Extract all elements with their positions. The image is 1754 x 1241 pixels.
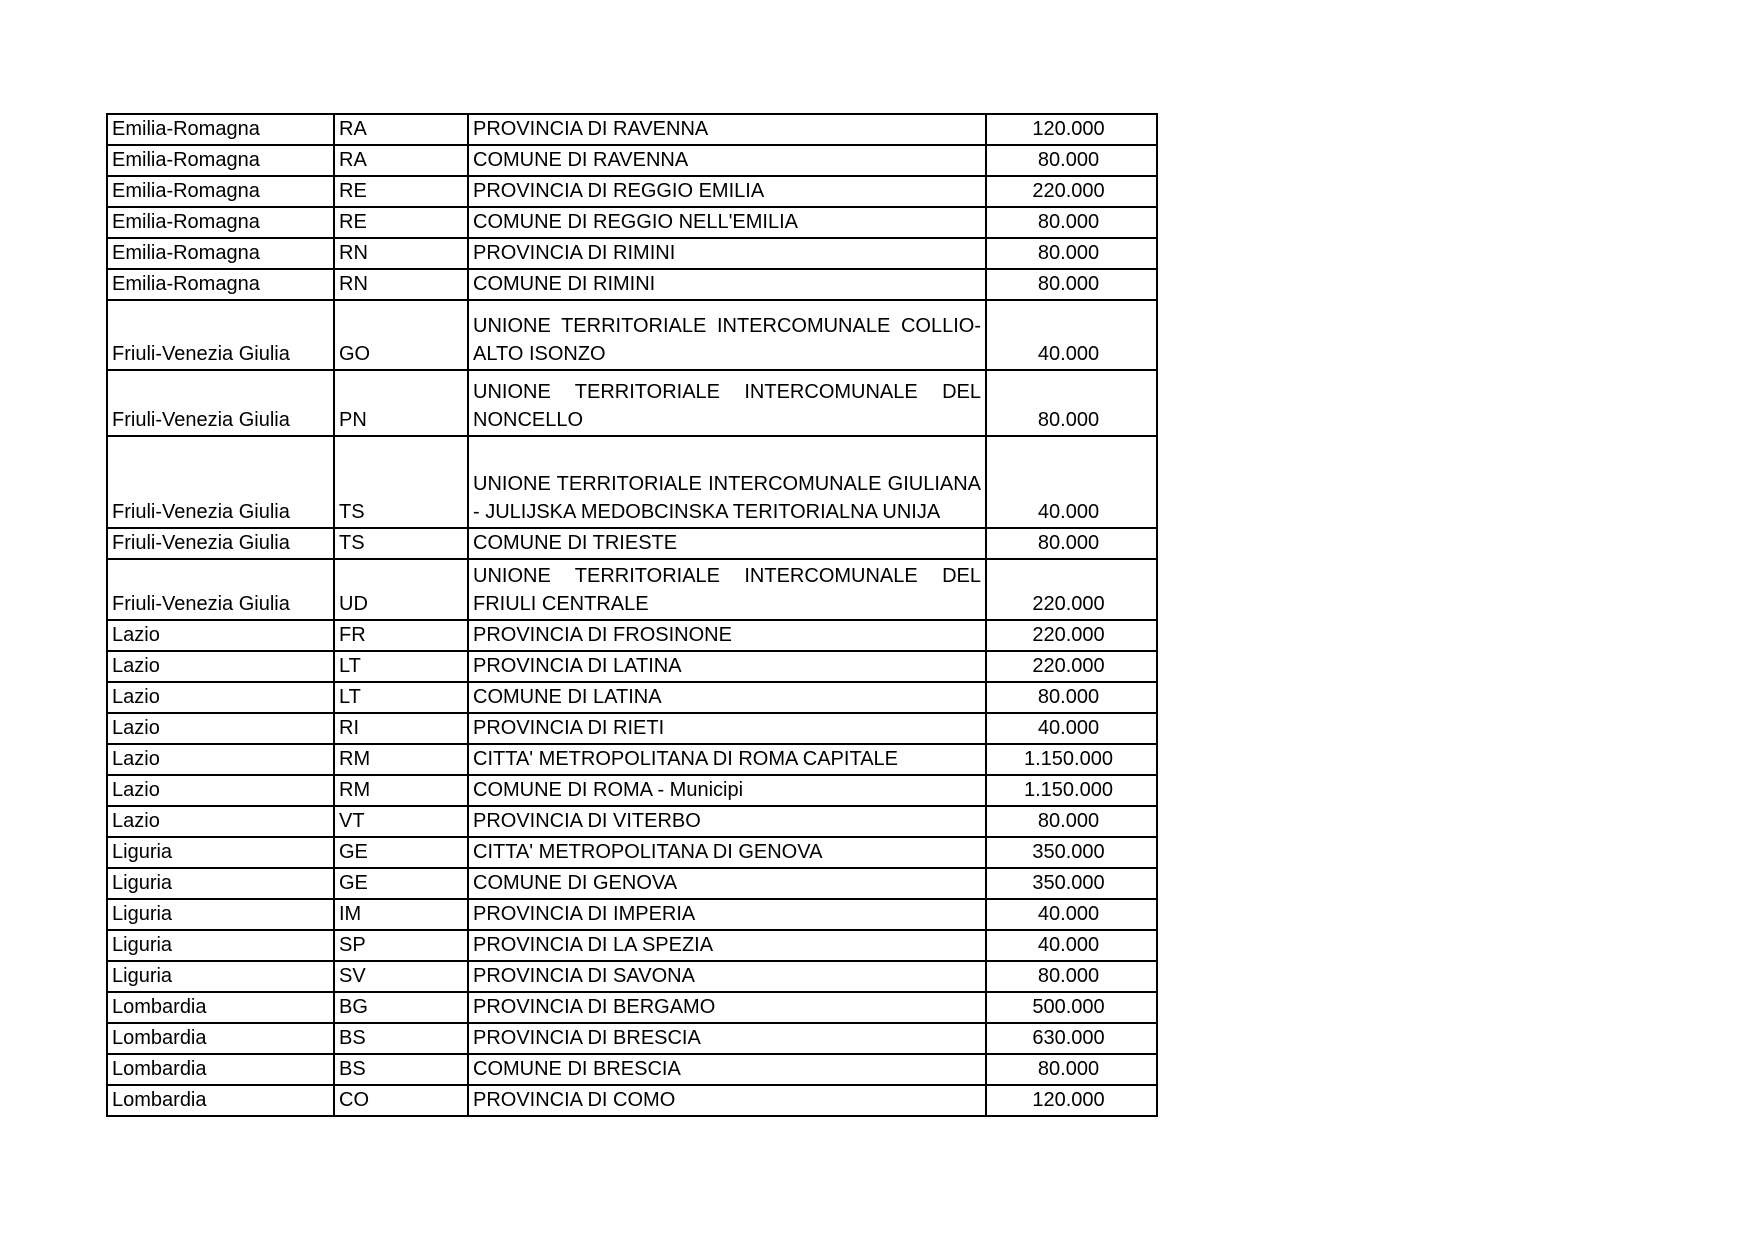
cell-entity: UNIONE TERRITORIALE INTERCOMUNALE COLLIO-ALTO ISONZO <box>468 300 986 370</box>
cell-province: RI <box>334 713 468 744</box>
cell-amount: 630.000 <box>986 1023 1157 1054</box>
cell-entity: UNIONE TERRITORIALE INTERCOMUNALE GIULIANA - JULIJSKA MEDOBCINSKA TERITORIALNA UNIJA <box>468 436 986 528</box>
cell-province: RE <box>334 207 468 238</box>
cell-entity: UNIONE TERRITORIALE INTERCOMUNALE DEL FRIULI CENTRALE <box>468 559 986 620</box>
cell-region: Lombardia <box>107 1054 334 1085</box>
cell-province: FR <box>334 620 468 651</box>
cell-region: Lazio <box>107 744 334 775</box>
cell-region: Lombardia <box>107 1085 334 1116</box>
cell-province: VT <box>334 806 468 837</box>
cell-amount: 40.000 <box>986 436 1157 528</box>
cell-region: Lazio <box>107 682 334 713</box>
cell-amount: 1.150.000 <box>986 775 1157 806</box>
cell-region: Liguria <box>107 837 334 868</box>
cell-amount: 80.000 <box>986 961 1157 992</box>
cell-region: Lazio <box>107 775 334 806</box>
cell-province: RE <box>334 176 468 207</box>
cell-amount: 80.000 <box>986 682 1157 713</box>
cell-province: RA <box>334 114 468 145</box>
cell-region: Liguria <box>107 961 334 992</box>
cell-amount: 80.000 <box>986 238 1157 269</box>
cell-province: RN <box>334 269 468 300</box>
cell-province: SP <box>334 930 468 961</box>
cell-region: Emilia-Romagna <box>107 238 334 269</box>
table-row <box>107 899 1157 930</box>
cell-province: BS <box>334 1054 468 1085</box>
cell-amount: 220.000 <box>986 559 1157 620</box>
cell-amount: 80.000 <box>986 806 1157 837</box>
cell-region: Liguria <box>107 868 334 899</box>
cell-region: Lazio <box>107 713 334 744</box>
cell-province: PN <box>334 370 468 436</box>
cell-province: CO <box>334 1085 468 1116</box>
table-row <box>107 176 1157 207</box>
cell-entity: PROVINCIA DI BERGAMO <box>468 992 986 1023</box>
table-row <box>107 528 1157 559</box>
table-row <box>107 238 1157 269</box>
cell-region: Emilia-Romagna <box>107 145 334 176</box>
cell-region: Friuli-Venezia Giulia <box>107 436 334 528</box>
cell-amount: 80.000 <box>986 1054 1157 1085</box>
cell-entity: COMUNE DI RAVENNA <box>468 145 986 176</box>
cell-province: RM <box>334 744 468 775</box>
cell-amount: 500.000 <box>986 992 1157 1023</box>
cell-amount: 350.000 <box>986 837 1157 868</box>
cell-entity: PROVINCIA DI LATINA <box>468 651 986 682</box>
cell-entity: COMUNE DI GENOVA <box>468 868 986 899</box>
funding-table <box>106 113 1158 1117</box>
table-row <box>107 1054 1157 1085</box>
cell-province: IM <box>334 899 468 930</box>
table-row <box>107 436 1157 528</box>
cell-province: SV <box>334 961 468 992</box>
cell-region: Lazio <box>107 651 334 682</box>
table-row <box>107 868 1157 899</box>
cell-province: LT <box>334 651 468 682</box>
cell-entity: PROVINCIA DI FROSINONE <box>468 620 986 651</box>
cell-amount: 80.000 <box>986 370 1157 436</box>
cell-amount: 220.000 <box>986 651 1157 682</box>
cell-entity: COMUNE DI TRIESTE <box>468 528 986 559</box>
cell-region: Lombardia <box>107 992 334 1023</box>
cell-entity: PROVINCIA DI RIETI <box>468 713 986 744</box>
table-row <box>107 620 1157 651</box>
cell-province: UD <box>334 559 468 620</box>
cell-entity: PROVINCIA DI LA SPEZIA <box>468 930 986 961</box>
cell-province: RM <box>334 775 468 806</box>
cell-amount: 80.000 <box>986 207 1157 238</box>
cell-amount: 40.000 <box>986 899 1157 930</box>
table-row <box>107 269 1157 300</box>
cell-entity: PROVINCIA DI SAVONA <box>468 961 986 992</box>
table-row <box>107 370 1157 436</box>
cell-entity: PROVINCIA DI BRESCIA <box>468 1023 986 1054</box>
table-row <box>107 559 1157 620</box>
cell-amount: 80.000 <box>986 145 1157 176</box>
cell-region: Friuli-Venezia Giulia <box>107 370 334 436</box>
cell-region: Emilia-Romagna <box>107 269 334 300</box>
cell-amount: 40.000 <box>986 930 1157 961</box>
cell-entity: CITTA' METROPOLITANA DI GENOVA <box>468 837 986 868</box>
cell-region: Friuli-Venezia Giulia <box>107 528 334 559</box>
table-row <box>107 930 1157 961</box>
cell-entity: COMUNE DI LATINA <box>468 682 986 713</box>
cell-entity: CITTA' METROPOLITANA DI ROMA CAPITALE <box>468 744 986 775</box>
cell-region: Lazio <box>107 806 334 837</box>
cell-region: Friuli-Venezia Giulia <box>107 559 334 620</box>
cell-entity: PROVINCIA DI RAVENNA <box>468 114 986 145</box>
cell-entity: PROVINCIA DI VITERBO <box>468 806 986 837</box>
cell-province: GO <box>334 300 468 370</box>
cell-entity: PROVINCIA DI COMO <box>468 1085 986 1116</box>
cell-province: GE <box>334 868 468 899</box>
cell-region: Emilia-Romagna <box>107 176 334 207</box>
cell-amount: 80.000 <box>986 269 1157 300</box>
cell-amount: 1.150.000 <box>986 744 1157 775</box>
cell-region: Liguria <box>107 930 334 961</box>
cell-province: TS <box>334 436 468 528</box>
table-body <box>107 114 1157 1116</box>
cell-province: LT <box>334 682 468 713</box>
table-row <box>107 992 1157 1023</box>
cell-province: TS <box>334 528 468 559</box>
table-row <box>107 961 1157 992</box>
table-row <box>107 682 1157 713</box>
cell-province: GE <box>334 837 468 868</box>
table-row <box>107 651 1157 682</box>
cell-province: RA <box>334 145 468 176</box>
cell-region: Friuli-Venezia Giulia <box>107 300 334 370</box>
table-row <box>107 1085 1157 1116</box>
cell-entity: COMUNE DI REGGIO NELL'EMILIA <box>468 207 986 238</box>
cell-entity: COMUNE DI ROMA - Municipi <box>468 775 986 806</box>
cell-amount: 120.000 <box>986 1085 1157 1116</box>
table-row <box>107 806 1157 837</box>
cell-entity: UNIONE TERRITORIALE INTERCOMUNALE DEL NONCELLO <box>468 370 986 436</box>
cell-region: Liguria <box>107 899 334 930</box>
table-row <box>107 300 1157 370</box>
table-row <box>107 837 1157 868</box>
cell-region: Lombardia <box>107 1023 334 1054</box>
cell-amount: 220.000 <box>986 176 1157 207</box>
cell-entity: PROVINCIA DI RIMINI <box>468 238 986 269</box>
cell-amount: 350.000 <box>986 868 1157 899</box>
table-row <box>107 207 1157 238</box>
cell-amount: 120.000 <box>986 114 1157 145</box>
cell-amount: 40.000 <box>986 300 1157 370</box>
cell-entity: PROVINCIA DI IMPERIA <box>468 899 986 930</box>
table-row <box>107 1023 1157 1054</box>
cell-entity: COMUNE DI BRESCIA <box>468 1054 986 1085</box>
cell-region: Lazio <box>107 620 334 651</box>
cell-entity: PROVINCIA DI REGGIO EMILIA <box>468 176 986 207</box>
cell-province: RN <box>334 238 468 269</box>
table-row <box>107 744 1157 775</box>
cell-province: BG <box>334 992 468 1023</box>
cell-region: Emilia-Romagna <box>107 114 334 145</box>
cell-amount: 40.000 <box>986 713 1157 744</box>
cell-region: Emilia-Romagna <box>107 207 334 238</box>
cell-entity: COMUNE DI RIMINI <box>468 269 986 300</box>
table-row <box>107 114 1157 145</box>
cell-amount: 220.000 <box>986 620 1157 651</box>
table-row <box>107 145 1157 176</box>
table-row <box>107 775 1157 806</box>
table-row <box>107 713 1157 744</box>
cell-province: BS <box>334 1023 468 1054</box>
cell-amount: 80.000 <box>986 528 1157 559</box>
